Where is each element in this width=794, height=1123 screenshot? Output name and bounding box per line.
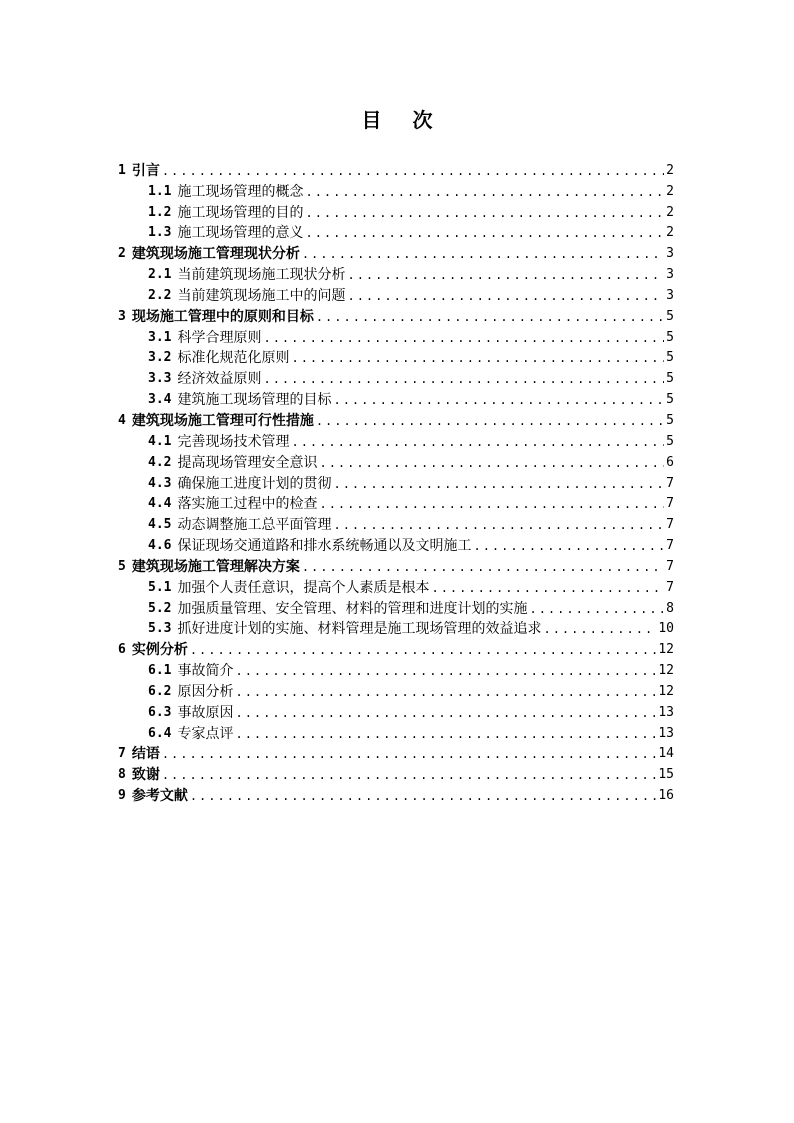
toc-section-entry[interactable] [118,494,674,515]
toc-entry-title: 提高现场管理安全意识 [177,454,318,471]
toc-entry-number: 3.1 [148,329,172,345]
toc-entry-number: 2 [118,246,126,262]
toc-entry-number: 6 [118,642,126,658]
toc-dot-leader [319,453,664,473]
toc-entry-title: 当前建筑现场施工中的问题 [177,287,346,304]
toc-section-entry[interactable] [118,285,674,306]
toc-entry-number: 5.2 [148,600,172,616]
toc-entry-number: 4.4 [148,496,172,512]
toc-section-entry[interactable] [118,202,674,223]
toc-dot-leader [319,494,664,514]
page-title: 目 次 [361,108,445,132]
toc-dot-leader [305,182,664,202]
toc-entry-page-number: 10 [658,621,674,637]
toc-entry-page-number: 14 [658,746,674,762]
toc-chapter-entry[interactable] [118,744,674,765]
toc-section-entry[interactable] [118,327,674,348]
toc-entry-title: 建筑施工现场管理的目标 [177,392,332,409]
toc-dot-leader [291,432,664,452]
toc-entry-page-number: 13 [658,725,674,741]
toc-entry-page-number: 3 [666,287,674,303]
toc-entry-number: 4.2 [148,454,172,470]
toc-entry-page-number: 2 [666,183,674,199]
toc-entry-number: 6.3 [148,704,172,720]
toc-chapter-entry[interactable] [118,160,674,181]
toc-entry-number: 6.1 [148,663,172,679]
toc-dot-leader [473,536,664,556]
toc-entry-number: 7 [118,746,126,762]
toc-entry-page-number: 7 [666,475,674,491]
toc-entry-title: 科学合理原则 [177,329,262,346]
toc-entry-page-number: 2 [666,162,674,178]
toc-entry-number: 3.4 [148,392,172,408]
toc-entry-number: 1.3 [148,225,172,241]
toc-dot-leader [190,640,657,660]
toc-section-entry[interactable] [118,264,674,285]
toc-entry-title: 确保施工进度计划的贯彻 [177,475,332,492]
toc-section-entry[interactable] [118,473,674,494]
toc-entry-title: 加强质量管理、安全管理、材料的管理和进度计划的实施 [177,600,528,617]
toc-chapter-entry[interactable] [118,785,674,806]
toc-entry-number: 4.1 [148,433,172,449]
toc-entry-page-number: 5 [666,350,674,366]
toc-entry-page-number: 15 [658,767,674,783]
toc-section-entry[interactable] [118,702,674,723]
toc-chapter-entry[interactable] [118,639,674,660]
toc-dot-leader [333,474,664,494]
toc-entry-page-number: 7 [666,579,674,595]
toc-entry-title: 动态调整施工总平面管理 [177,517,332,534]
toc-entry-title: 致谢 [131,767,160,784]
toc-dot-leader [291,348,664,368]
toc-entry-number: 1.1 [148,183,172,199]
toc-entry-page-number: 7 [666,558,674,574]
toc-entry-page-number: 12 [658,683,674,699]
toc-entry-page-number: 12 [658,642,674,658]
toc-dot-leader [529,599,664,619]
toc-entry-page-number: 6 [666,454,674,470]
toc-dot-leader [316,307,664,327]
toc-dot-leader [162,161,664,181]
toc-entry-number: 4.3 [148,475,172,491]
toc-dot-leader [333,390,664,410]
toc-section-entry[interactable] [118,348,674,369]
toc-entry-title: 经济效益原则 [177,371,262,388]
toc-entry-page-number: 13 [658,704,674,720]
toc-entry-number: 1 [118,162,126,178]
toc-section-entry[interactable] [118,577,674,598]
toc-section-entry[interactable] [118,723,674,744]
toc-entry-page-number: 3 [666,267,674,283]
toc-entry-title: 当前建筑现场施工现状分析 [177,267,346,284]
toc-entry-title: 落实施工过程中的检查 [177,496,318,513]
toc-section-entry[interactable] [118,181,674,202]
toc-section-entry[interactable] [118,660,674,681]
toc-dot-leader [305,223,664,243]
toc-entry-number: 1.2 [148,204,172,220]
toc-entry-title: 保证现场交通道路和排水系统畅通以及文明施工 [177,538,472,555]
toc-chapter-entry[interactable] [118,306,674,327]
toc-dot-leader [263,369,664,389]
toc-entry-page-number: 5 [666,308,674,324]
toc-dot-leader [347,265,664,285]
toc-entry-page-number: 2 [666,225,674,241]
toc-entry-title: 加强个人责任意识，提高个人素质是根本 [177,579,430,596]
toc-dot-leader [431,578,664,598]
toc-entry-page-number: 7 [666,496,674,512]
toc-dot-leader [235,661,656,681]
toc-dot-leader [235,703,656,723]
toc-entry-title: 事故简介 [177,663,234,680]
toc-entry-number: 2.2 [148,287,172,303]
toc-entry-number: 5.3 [148,621,172,637]
toc-section-entry[interactable] [118,431,674,452]
toc-entry-title: 引言 [131,162,160,179]
toc-section-entry[interactable] [118,452,674,473]
toc-entry-page-number: 3 [666,246,674,262]
toc-entry-number: 2.1 [148,267,172,283]
toc-entry-title: 建筑现场施工管理现状分析 [131,246,300,263]
table-of-contents [118,160,674,806]
toc-section-entry[interactable] [118,535,674,556]
toc-entry-title: 原因分析 [177,683,234,700]
toc-section-entry[interactable] [118,368,674,389]
toc-entry-number: 3.3 [148,371,172,387]
toc-entry-page-number: 2 [666,204,674,220]
toc-entry-number: 3 [118,308,126,324]
toc-dot-leader [333,515,664,535]
toc-entry-title: 完善现场技术管理 [177,433,290,450]
toc-section-entry[interactable] [118,619,674,640]
toc-entry-number: 4.5 [148,517,172,533]
toc-entry-number: 5 [118,558,126,574]
toc-dot-leader [316,411,664,431]
toc-section-entry[interactable] [118,223,674,244]
toc-chapter-entry[interactable] [118,410,674,431]
toc-dot-leader [302,557,664,577]
toc-dot-leader [543,619,656,639]
toc-section-entry[interactable] [118,514,674,535]
toc-chapter-entry[interactable] [118,764,674,785]
toc-section-entry[interactable] [118,681,674,702]
toc-entry-number: 3.2 [148,350,172,366]
toc-dot-leader [235,724,656,744]
toc-entry-title: 参考文献 [131,788,188,805]
toc-entry-title: 建筑现场施工管理解决方案 [131,558,300,575]
toc-entry-title: 事故原因 [177,704,234,721]
toc-dot-leader [190,786,657,806]
toc-entry-title: 施工现场管理的概念 [177,183,304,200]
toc-entry-title: 施工现场管理的意义 [177,225,304,242]
toc-dot-leader [347,286,664,306]
toc-chapter-entry[interactable] [118,556,674,577]
toc-entry-page-number: 7 [666,517,674,533]
toc-entry-page-number: 16 [658,788,674,804]
toc-entry-page-number: 12 [658,663,674,679]
toc-entry-title: 现场施工管理中的原则和目标 [131,308,314,325]
toc-dot-leader [162,744,657,764]
toc-entry-page-number: 5 [666,412,674,428]
toc-entry-title: 建筑现场施工管理可行性措施 [131,412,314,429]
toc-entry-number: 4.6 [148,538,172,554]
toc-entry-title: 结语 [131,746,160,763]
toc-dot-leader [305,203,664,223]
toc-entry-title: 标准化规范化原则 [177,350,290,367]
toc-entry-number: 6.2 [148,683,172,699]
toc-entry-number: 9 [118,788,126,804]
toc-entry-title: 施工现场管理的目的 [177,204,304,221]
toc-section-entry[interactable] [118,389,674,410]
toc-dot-leader [263,328,664,348]
toc-entry-page-number: 8 [666,600,674,616]
toc-entry-number: 6.4 [148,725,172,741]
toc-entry-page-number: 5 [666,433,674,449]
toc-entry-title: 专家点评 [177,725,234,742]
toc-entry-title: 抓好进度计划的实施、材料管理是施工现场管理的效益追求 [177,621,542,638]
toc-entry-page-number: 7 [666,538,674,554]
toc-entry-number: 8 [118,767,126,783]
toc-entry-title: 实例分析 [131,642,188,659]
toc-dot-leader [302,244,664,264]
toc-dot-leader [162,765,657,785]
toc-chapter-entry[interactable] [118,243,674,264]
toc-entry-number: 5.1 [148,579,172,595]
toc-section-entry[interactable] [118,598,674,619]
toc-dot-leader [235,682,656,702]
toc-entry-page-number: 5 [666,371,674,387]
toc-entry-page-number: 5 [666,329,674,345]
toc-entry-number: 4 [118,412,126,428]
toc-entry-page-number: 5 [666,392,674,408]
